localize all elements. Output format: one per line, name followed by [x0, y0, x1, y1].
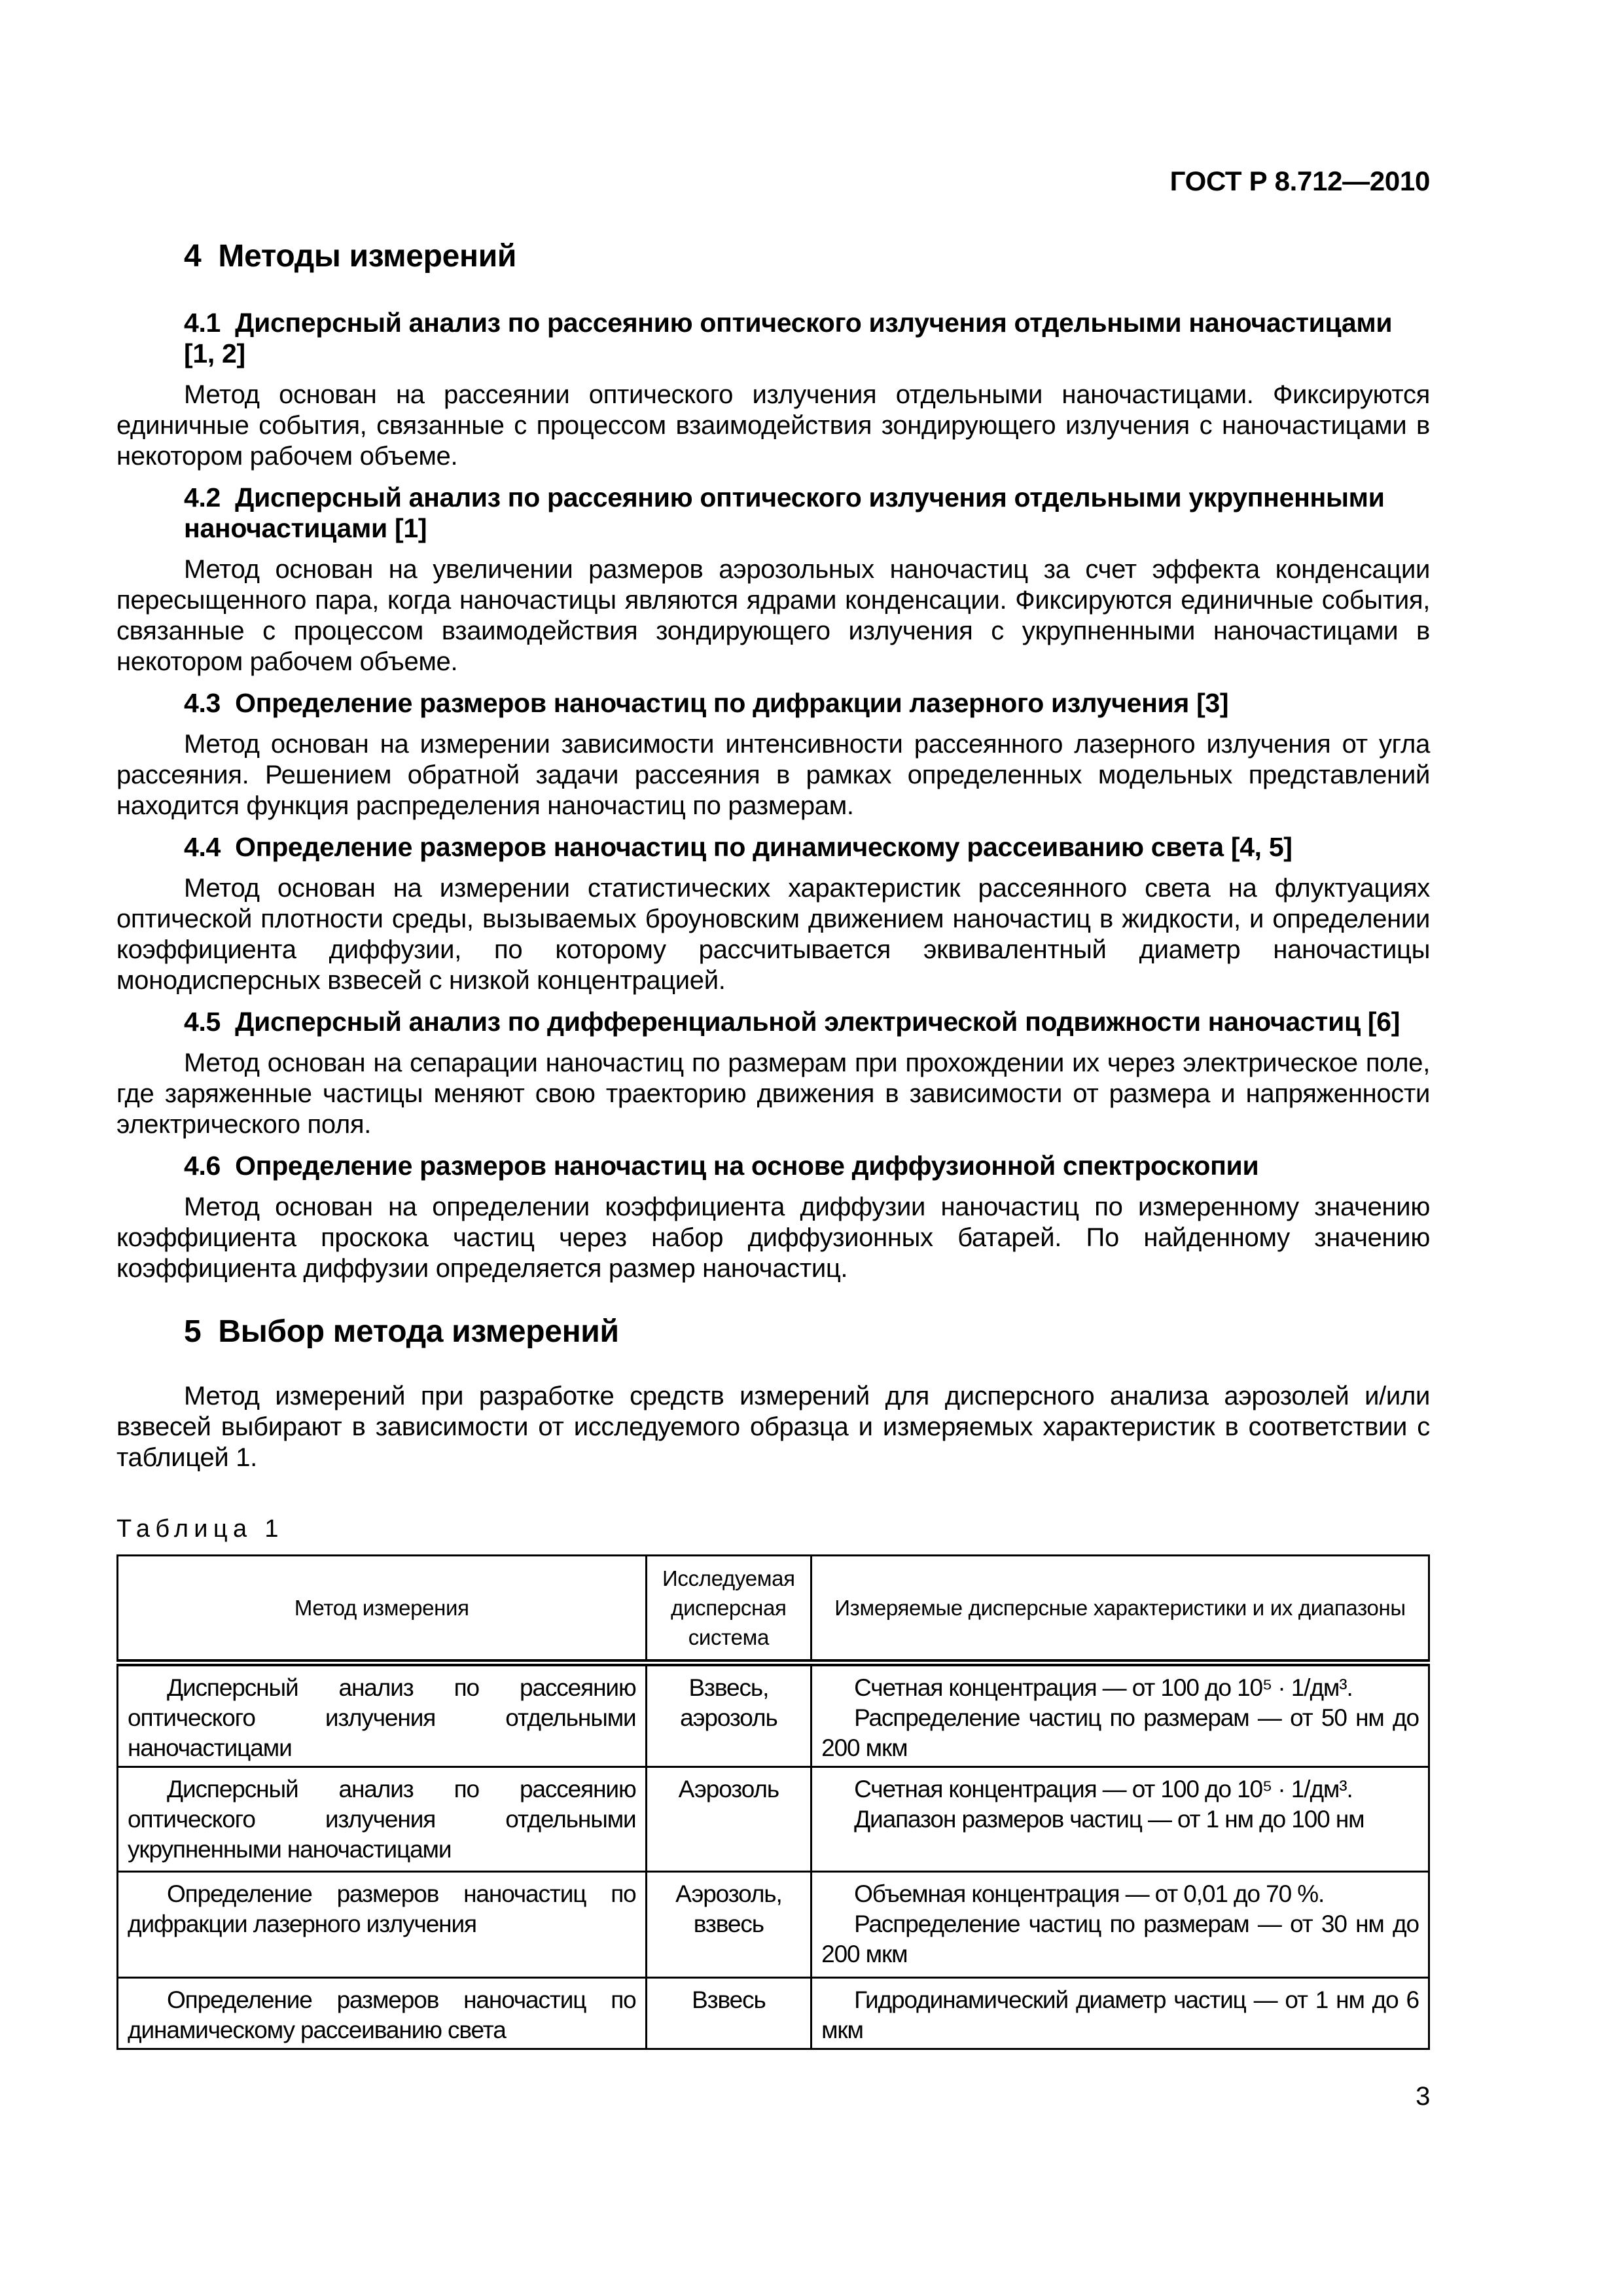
subsection-4-3-heading: 4.3 Определение размеров наночастиц по дифракции лазерного излучения [3] — [184, 688, 1229, 718]
methods-table — [116, 1554, 1430, 2050]
characteristic-para: Распределение частиц по размерам — от 30 нм до 200 мкм — [821, 1910, 1419, 1967]
characteristic-para: Распределение частиц по размерам — от 50 нм до 200 мкм — [821, 1704, 1419, 1761]
table-header-row — [118, 1556, 1429, 1663]
column-header-system: Исследуемая дисперсная система — [646, 1556, 812, 1663]
table-row — [118, 1978, 1429, 2049]
column-header-characteristics: Измеряемые дисперсные характеристики и их диапазоны — [812, 1556, 1429, 1663]
characteristic-para: Счетная концентрация — от 100 до 10⁵ · 1/дм³. — [854, 1674, 1353, 1701]
page-number: 3 — [1416, 2082, 1430, 2111]
cell-system: Аэрозоль, взвесь — [646, 1872, 812, 1978]
cell-system: Взвесь — [646, 1978, 812, 2049]
subsection-4-5-body: Метод основан на сепарации наночастиц по размерам при прохождении их через электрическое поле, где заряженные частицы меняют свою траекторию движения в зависимости от размера и напряженности электрического поля. — [116, 1049, 1430, 1139]
subsection-4-4-heading: 4.4 Определение размеров наночастиц по динамическому рассеиванию света [4, 5] — [184, 832, 1293, 862]
characteristic-para: Счетная концентрация — от 100 до 10⁵ · 1/дм³. — [854, 1776, 1353, 1803]
characteristic-para: Объемная концентрация — от 0,01 до 70 %. — [854, 1880, 1325, 1907]
cell-characteristics — [812, 1978, 1429, 2049]
subsection-4-4-body: Метод основан на измерении статистических характеристик рассеянного света на флуктуациях оптической плотности среды, вызываемых броуновским движением наночастиц в жидкости, и определении коэффициента диффузии, по которому рассчитывается эквивалентный диаметр наночастицы монодисперсных взвесей с низкой концентрацией. — [116, 874, 1430, 995]
method-text: Определение размеров наночастиц по дифракции лазерного излучения — [128, 1880, 636, 1937]
cell-method — [118, 1872, 647, 1978]
section-4-title: 4 Методы измерений — [184, 239, 517, 274]
cell-method — [118, 1663, 647, 1767]
cell-characteristics — [812, 1663, 1429, 1767]
cell-system: Аэрозоль — [646, 1767, 812, 1872]
cell-method — [118, 1978, 647, 2049]
column-header-method: Метод измерения — [118, 1556, 647, 1663]
subsection-4-6-body: Метод основан на определении коэффициента диффузии наночастиц по измеренному значению коэффициента проскока частиц через набор диффузионных батарей. По найденному значению коэффициента диффузии определяется размер наночастиц. — [116, 1193, 1430, 1283]
table-row — [118, 1872, 1429, 1978]
subsection-4-2-heading: 4.2 Дисперсный анализ по рассеянию оптического излучения отдельными укрупненными наночастицами [1] — [184, 482, 1392, 543]
subsection-4-3-body: Метод основан на измерении зависимости интенсивности рассеянного лазерного излучения от угла рассеяния. Решением обратной задачи рассеяния в рамках определенных модельных представлений находится функция распределения наночастиц по размерам. — [116, 730, 1430, 820]
table-label: Таблица 1 — [116, 1515, 284, 1543]
section-5-body: Метод измерений при разработке средств измерений для дисперсного анализа аэрозолей и/или взвесей выбирают в зависимости от исследуемого образца и измеряемых характеристик в соответствии с таблицей 1. — [116, 1382, 1430, 1472]
running-header: ГОСТ Р 8.712—2010 — [1169, 166, 1430, 196]
table-row — [118, 1767, 1429, 1872]
subsection-4-1-heading: 4.1 Дисперсный анализ по рассеянию оптического излучения отдельными наночастицами [1, 2] — [184, 308, 1400, 368]
cell-characteristics — [812, 1872, 1429, 1978]
table-row — [118, 1663, 1429, 1767]
cell-characteristics — [812, 1767, 1429, 1872]
section-5-title: 5 Выбор метода измерений — [184, 1314, 619, 1349]
subsection-4-5-heading: 4.5 Дисперсный анализ по дифференциальной электрической подвижности наночастиц [6] — [184, 1007, 1400, 1037]
method-text: Определение размеров наночастиц по динамическому рассеиванию света — [128, 1986, 636, 2043]
cell-system: Взвесь, аэрозоль — [646, 1663, 812, 1767]
subsection-4-6-heading: 4.6 Определение размеров наночастиц на основе диффузионной спектроскопии — [184, 1151, 1259, 1181]
cell-method — [118, 1767, 647, 1872]
method-text: Дисперсный анализ по рассеянию оптического излучения отдельными укрупненными наночастицами — [128, 1776, 636, 1863]
characteristic-para: Гидродинамический диаметр частиц — от 1 нм до 6 мкм — [821, 1986, 1419, 2043]
subsection-4-1-body: Метод основан на рассеянии оптического излучения отдельными наночастицами. Фиксируются единичные события, связанные с процессом взаимодействия зондирующего излучения с наночастицами в некотором рабочем объеме. — [116, 380, 1430, 471]
method-text: Дисперсный анализ по рассеянию оптического излучения отдельными наночастицами — [128, 1674, 636, 1761]
subsection-4-2-body: Метод основан на увеличении размеров аэрозольных наночастиц за счет эффекта конденсации пересыщенного пара, когда наночастицы являются ядрами конденсации. Фиксируются единичные события, связанные с процессом взаимодействия зондирующего излучения с укрупненными наночастицами в некотором рабочем объеме. — [116, 555, 1430, 676]
characteristic-para: Диапазон размеров частиц — от 1 нм до 100 нм — [854, 1806, 1364, 1833]
